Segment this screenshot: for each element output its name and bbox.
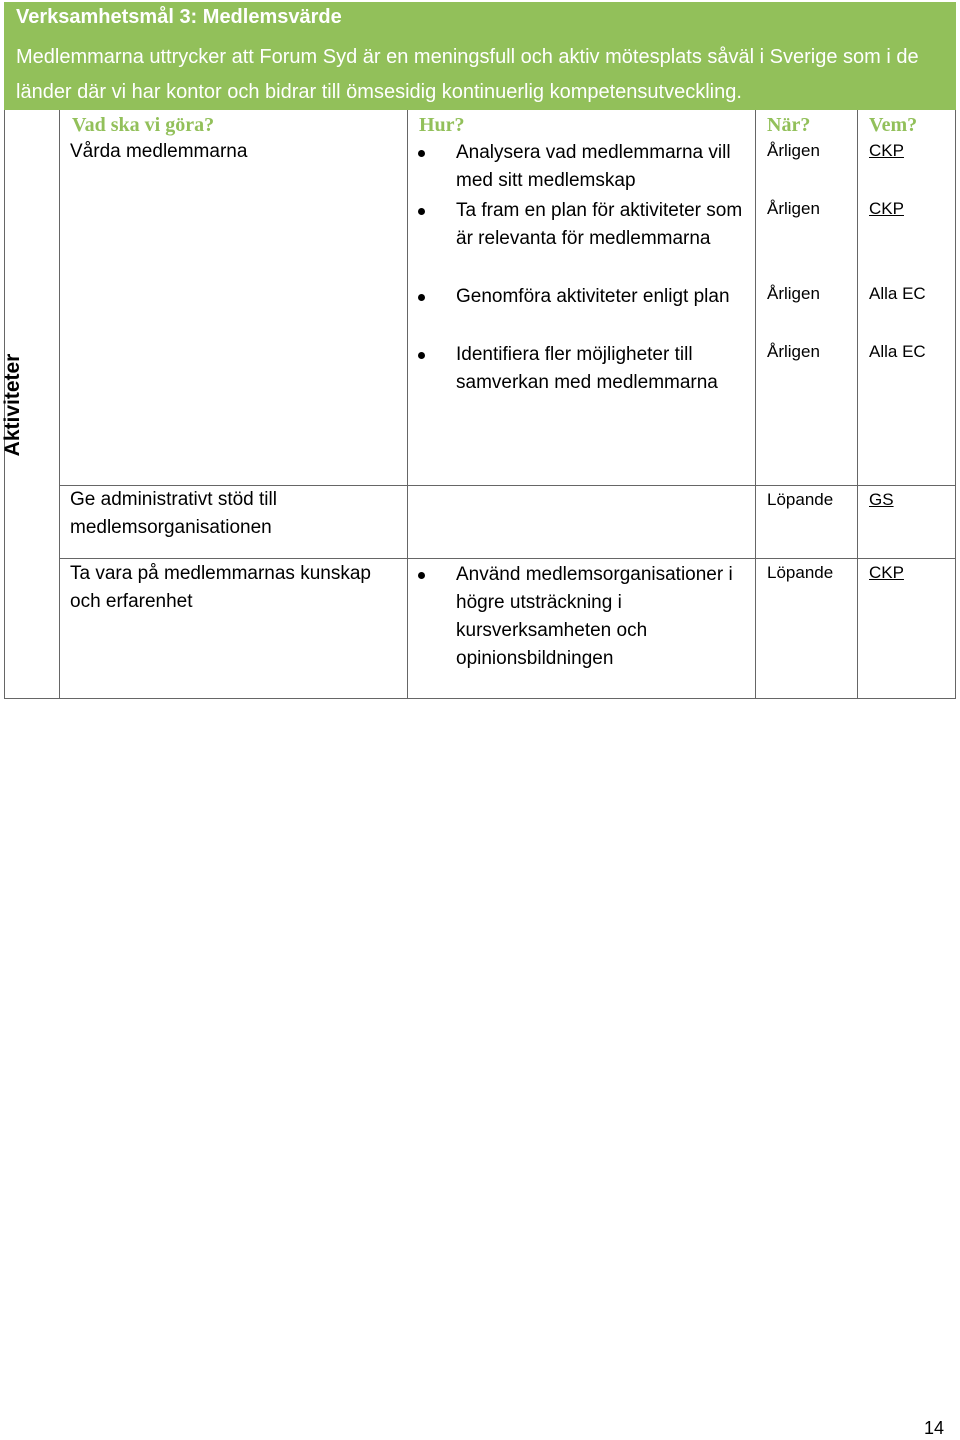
bullet-icon [418,208,425,215]
goal-header [4,2,956,110]
side-label-activities: Aktiviteter [1,353,24,457]
activity-what: Ge administrativt stöd till medlemsorganisationen [70,489,277,538]
column-header-when: När? [767,114,811,136]
who-value: CKP [869,199,904,218]
how-item-text: Ta fram en plan för aktiviteter som är relevanta för medlemmarna [456,200,743,249]
column-divider [59,110,60,699]
who-value: CKP [869,563,904,582]
column-header-who: Vem? [869,114,918,136]
column-header-what: Vad ska vi göra? [72,114,215,136]
page-number: 14 [923,1418,944,1438]
when-value: Årligen [767,342,820,361]
bullet-icon [418,294,425,301]
column-header-how: Hur? [419,114,465,136]
column-divider [755,110,756,699]
bullet-icon [418,150,425,157]
column-divider [857,110,858,699]
when-value: Löpande [767,490,834,509]
when-value: Löpande [767,563,834,582]
how-item-text: Analysera vad medlemmarna vill med sitt medlemskap [456,142,731,191]
when-value: Årligen [767,284,820,303]
activity-what: Ta vara på medlemmarnas kunskap och erfarenhet [70,563,371,612]
activity-what: Vårda medlemmarna [70,141,248,162]
when-value: Årligen [767,141,820,160]
row-divider [59,558,956,559]
bullet-icon [418,352,425,359]
who-value: Alla EC [869,342,926,361]
who-value: Alla EC [869,284,926,303]
who-value: CKP [869,141,904,160]
how-item-text: Använd medlemsorganisationer i högre utsträckning i kursverksamheten och opinionsbildningen [456,564,733,669]
goal-description: Medlemmarna uttrycker att Forum Syd är en meningsfull och aktiv mötesplats såväl i Sverige som i de länder där vi har kontor och bidrar till ömsesidig kontinuerlig kompetensutveckling. [16,46,919,103]
how-item-text: Genomföra aktiviteter enligt plan [456,286,730,307]
who-value: GS [869,490,894,509]
goal-title: Verksamhetsmål 3: Medlemsvärde [16,6,342,28]
when-value: Årligen [767,199,820,218]
column-divider [407,110,408,699]
how-item-text: Identifiera fler möjligheter till samverkan med medlemmarna [456,344,718,393]
bullet-icon [418,572,425,579]
